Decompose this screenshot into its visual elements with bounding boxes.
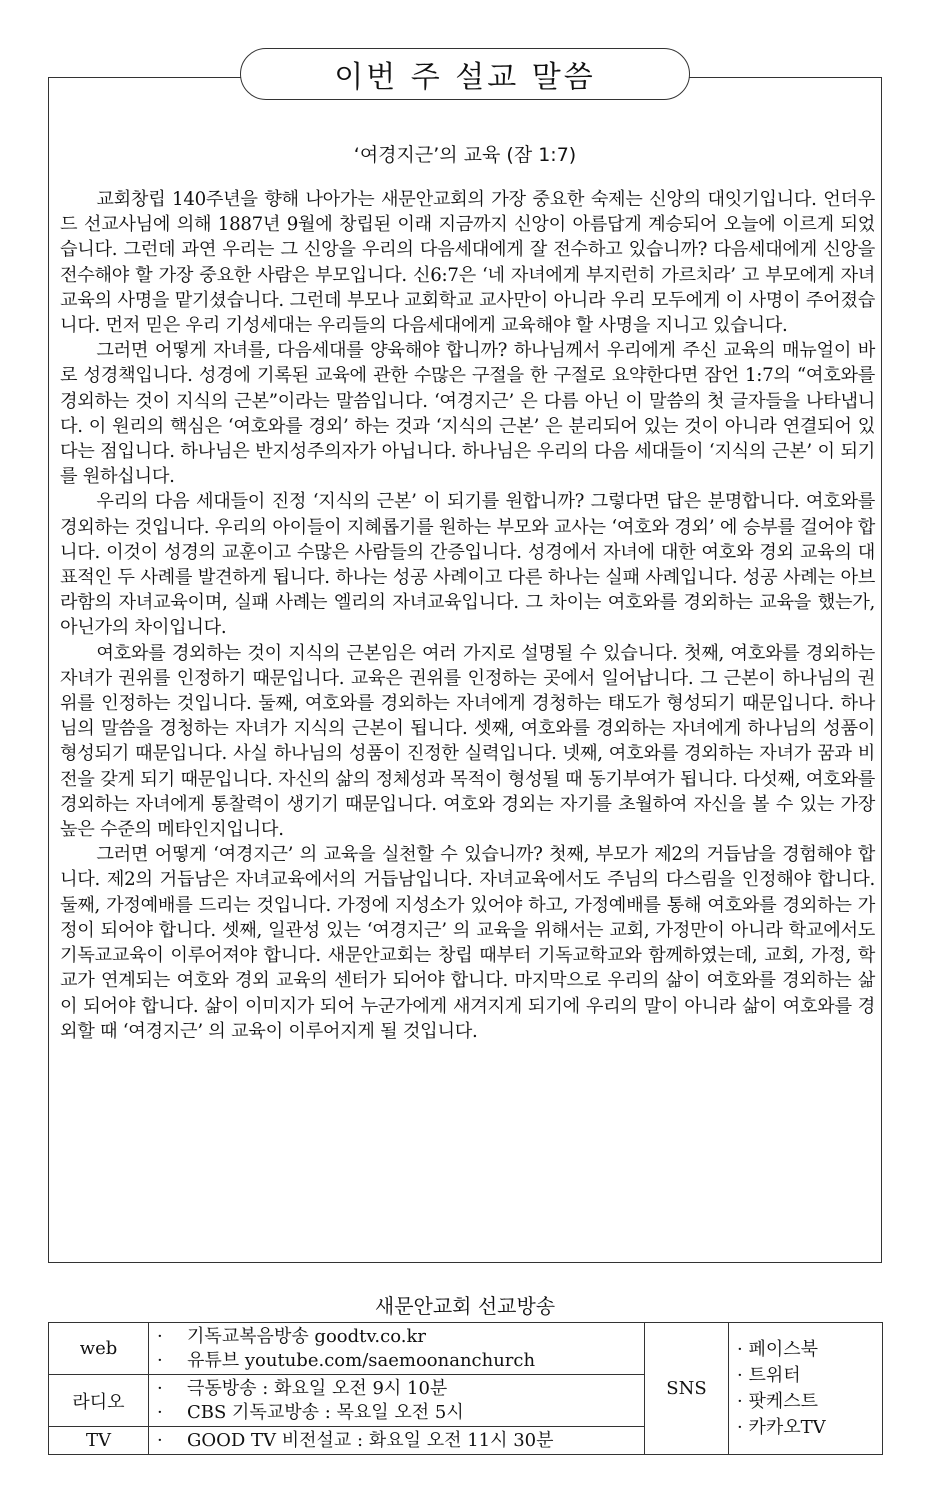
bullet: · <box>737 1338 743 1360</box>
sns-item-kakaotv: 카카오TV <box>748 1416 826 1438</box>
bullet: · <box>157 1401 163 1423</box>
sermon-body <box>60 187 875 1044</box>
broadcast-item: GOOD TV 비전설교 : 화요일 오전 11시 30분 <box>187 1429 554 1451</box>
broadcast-table <box>48 1322 883 1455</box>
broadcast-label-tv: TV <box>49 1427 149 1455</box>
bullet: · <box>157 1349 163 1371</box>
sermon-paragraph-4: 여호와를 경외하는 것이 지식의 근본임은 여러 가지로 설명될 수 있습니다. 첫째, 여호와를 경외하는 자녀가 권위를 인정하기 때문입니다. 교육은 권위를 인정하는 곳에서 일어납니다. 그 근본이 하나님의 권위를 인정하는 것입니다. 둘째, 여호와를 경외하는 자녀에게 경청하는 태도가 형성되기 때문입니다. 하나님의 말씀을 경청하는 자녀가 지식의 근본이 됩니다. 셋째, 여호와를 경외하는 자녀에게 하나님의 성품이 형성되기 때문입니다. 사실 하나님의 성품이 진정한 실력입니다. 넷째, 여호와를 경외하는 자녀가 꿈과 비전을 갖게 되기 때문입니다. 자신의 삶의 정체성과 목적이 형성될 때 동기부여가 됩니다. 다섯째, 여호와를 경외하는 자녀에게 통찰력이 생기기 때문입니다. 여호와 경외는 자기를 초월하여 자신을 볼 수 있는 가장 높은 수준의 메타인지입니다. <box>60 642 875 841</box>
broadcast-item: 유튜브 youtube.com/saemoonanchurch <box>187 1349 536 1371</box>
broadcast-items-tv <box>149 1427 645 1455</box>
bullet: · <box>737 1390 743 1412</box>
sns-items <box>729 1323 883 1455</box>
broadcast-label-radio: 라디오 <box>49 1375 149 1427</box>
bullet: · <box>157 1377 163 1399</box>
bullet: · <box>157 1429 163 1451</box>
bullet: · <box>157 1325 163 1347</box>
broadcast-row-web <box>49 1323 883 1375</box>
broadcast-items-radio <box>149 1375 645 1427</box>
broadcast-item: 기독교복음방송 goodtv.co.kr <box>187 1325 426 1347</box>
bullet: · <box>737 1364 743 1386</box>
broadcast-label-web: web <box>49 1323 149 1375</box>
sermon-paragraph-2: 그러면 어떻게 자녀를, 다음세대를 양육해야 합니까? 하나님께서 우리에게 주신 교육의 매뉴얼이 바로 성경책입니다. 성경에 기록된 교육에 관한 수많은 구절을 한 구절로 요약한다면 잠언 1:7의 “여호와를 경외하는 것이 지식의 근본”이라는 말씀입니다. ‘여경지근’ 은 다름 아닌 이 말씀의 첫 글자들을 나타냅니다. 이 원리의 핵심은 ‘여호와를 경외’ 하는 것과 ‘지식의 근본’ 은 분리되어 있는 것이 아니라 연결되어 있다는 점입니다. 하나님은 반지성주의자가 아닙니다. 하나님은 우리의 다음 세대들이 ‘지식의 근본’ 이 되기를 원하십니다. <box>60 340 875 488</box>
sermon-title: ‘여경지근’의 교육 (잠 1:7) <box>353 144 577 166</box>
sns-item-facebook: 페이스북 <box>748 1338 819 1360</box>
sermon-paragraph-5: 그러면 어떻게 ‘여경지근’ 의 교육을 실천할 수 있습니까? 첫째, 부모가 제2의 거듭남을 경험해야 합니다. 제2의 거듭남은 자녀교육에서의 거듭남입니다. 자녀교육에서도 주님의 다스림을 인정해야 합니다. 둘째, 가정예배를 드리는 것입니다. 가정에 지성소가 있어야 하고, 가정예배를 통해 여호와를 경외하는 가정이 되어야 합니다. 셋째, 일관성 있는 ‘여경지근’ 의 교육을 위해서는 교회, 가정만이 아니라 학교에서도 기독교교육이 이루어져야 합니다. 새문안교회는 창립 때부터 기독교학교와 함께하였는데, 교회, 가정, 학교가 연계되는 여호와 경외 교육의 센터가 되어야 합니다. 마지막으로 우리의 삶이 여호와를 경외하는 삶이 되어야 합니다. 삶이 이미지가 되어 누군가에게 새겨지게 되기에 우리의 말이 아니라 삶이 여호와를 경외할 때 ‘여경지근’ 의 교육이 이루어지게 될 것입니다. <box>60 844 875 1042</box>
sns-item-twitter: 트위터 <box>748 1364 801 1386</box>
bullet: · <box>737 1416 743 1438</box>
broadcast-item: 극동방송 : 화요일 오전 9시 10분 <box>187 1377 448 1399</box>
sns-item-podcast: 팟케스트 <box>748 1390 819 1412</box>
sns-label: SNS <box>645 1323 729 1455</box>
broadcast-items-web <box>149 1323 645 1375</box>
broadcast-item: CBS 기독교방송 : 목요일 오전 5시 <box>187 1401 464 1423</box>
sermon-paragraph-1: 교회창립 140주년을 향해 나아가는 새문안교회의 가장 중요한 숙제는 신앙의 대잇기입니다. 언더우드 선교사님에 의해 1887년 9월에 창립된 이래 지금까지 신앙이 아름답게 계승되어 오늘에 이르게 되었습니다. 그런데 과연 우리는 그 신앙을 우리의 다음세대에게 잘 전수하고 있습니까? 다음세대에게 신앙을 전수해야 할 가장 중요한 사람은 부모입니다. 신6:7은 ‘네 자녀에게 부지런히 가르치라’ 고 부모에게 자녀교육의 사명을 맡기셨습니다. 그런데 부모나 교회학교 교사만이 아니라 우리 모두에게 이 사명이 주어졌습니다. 먼저 믿은 우리 기성세대는 우리들의 다음세대에게 교육해야 할 사명을 지니고 있습니다. <box>60 189 875 337</box>
page-header-title: 이번 주 설교 말씀 <box>240 48 690 100</box>
sermon-paragraph-3: 우리의 다음 세대들이 진정 ‘지식의 근본’ 이 되기를 원합니까? 그렇다면 답은 분명합니다. 여호와를 경외하는 것입니다. 우리의 아이들이 지혜롭기를 원하는 부모와 교사는 ‘여호와 경외’ 에 승부를 걸어야 합니다. 이것이 성경의 교훈이고 수많은 사람들의 간증입니다. 성경에서 자녀에 대한 여호와 경외 교육의 대표적인 두 사례를 발견하게 됩니다. 하나는 성공 사례이고 다른 하나는 실패 사례입니다. 성공 사례는 아브라함의 자녀교육이며, 실패 사례는 엘리의 자녀교육입니다. 그 차이는 여호와를 경외하는 교육을 했는가, 아닌가의 차이입니다. <box>60 491 875 639</box>
broadcast-title: 새문안교회 선교방송 <box>374 1294 556 1318</box>
